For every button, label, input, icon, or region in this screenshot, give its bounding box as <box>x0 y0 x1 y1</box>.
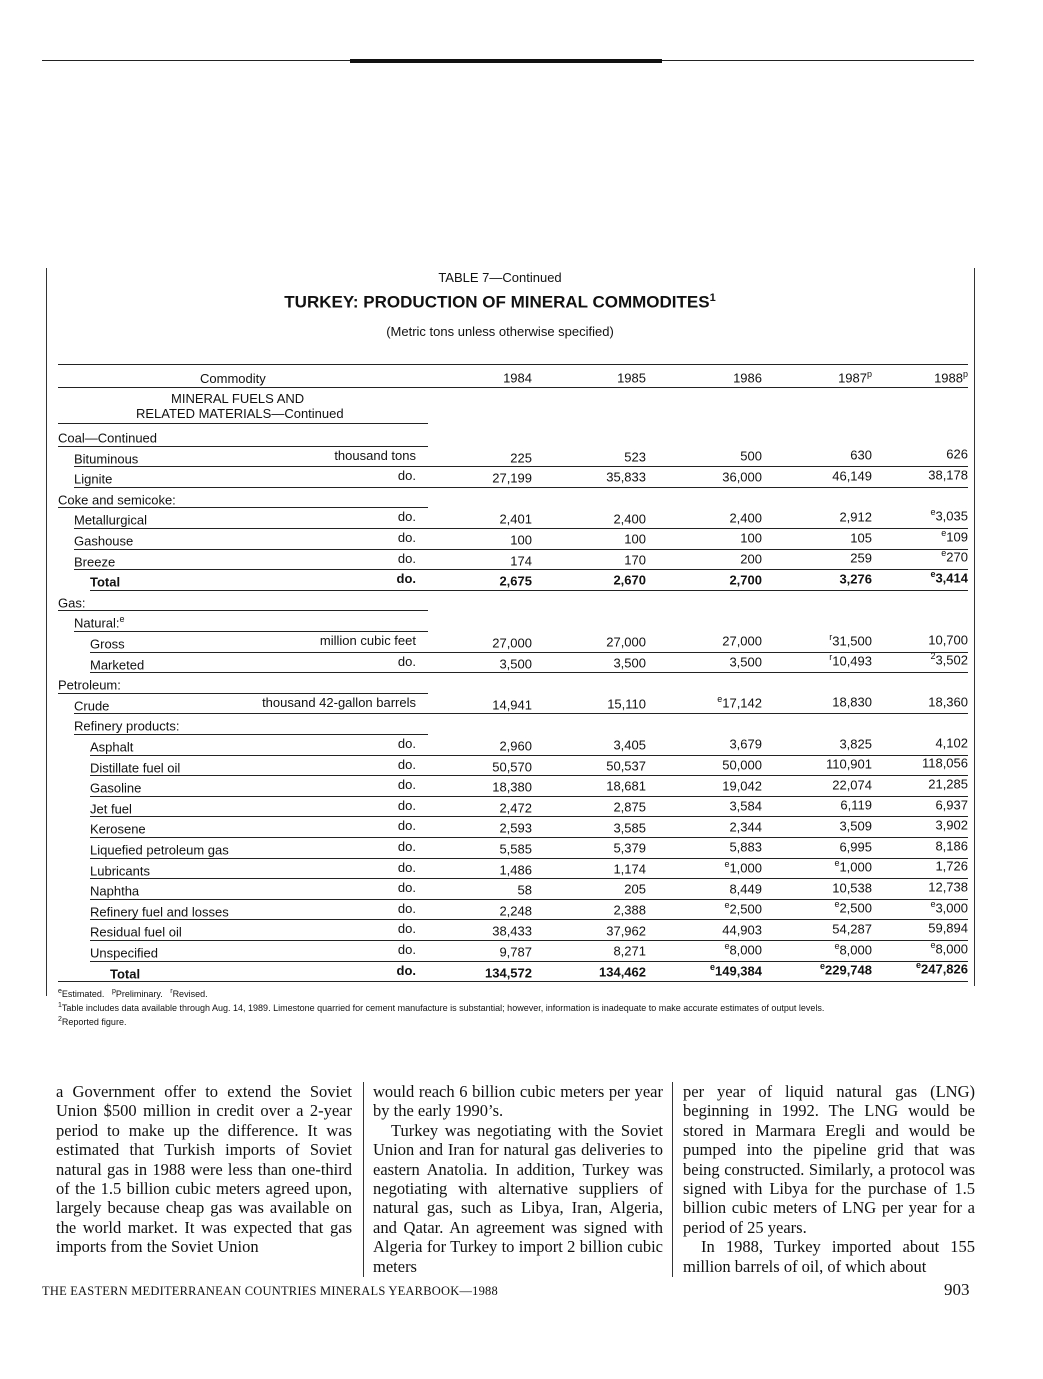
table-cell: 3,825 <box>839 735 872 751</box>
row-unit: do. <box>397 859 416 875</box>
table-cell: 18,681 <box>606 778 646 794</box>
table-cell: 18,360 <box>928 693 968 709</box>
header-year: 1984 <box>503 370 532 386</box>
table-cell: 10,700 <box>928 632 968 648</box>
row-rule <box>74 487 968 488</box>
table-title-text: TURKEY: PRODUCTION OF MINERAL COMMODITES <box>284 292 710 312</box>
row-rule <box>58 507 428 508</box>
table-cell: 626 <box>946 446 968 462</box>
table-cell: 50,537 <box>606 758 646 774</box>
table-cell: 6,995 <box>839 838 872 854</box>
row-rule <box>90 672 968 673</box>
row-rule <box>58 610 428 611</box>
table-cell: 27,000 <box>722 633 762 649</box>
section-heading-line2: RELATED MATERIALS—Continued <box>136 406 344 421</box>
table-cell: 2,700 <box>729 571 762 587</box>
column-divider <box>363 1082 364 1277</box>
table-cell: 1,174 <box>613 861 646 877</box>
table-cell: 37,962 <box>606 922 646 938</box>
paragraph: In 1988, Turkey imported about 155 million barrels of oil, of which about <box>683 1237 975 1276</box>
table-cell: 38,178 <box>928 467 968 483</box>
table-caption: TABLE 7—Continued <box>438 270 562 285</box>
table-cell: 58 <box>517 882 532 898</box>
footnote-revised: $^r$Revised. <box>170 988 208 999</box>
row-label: Kerosene <box>90 821 146 837</box>
row-unit: do. <box>397 942 416 957</box>
paragraph: would reach 6 billion cubic meters per year by the early 1990’s. <box>373 1082 663 1121</box>
table-cell: 630 <box>850 447 872 463</box>
header-top-rule <box>58 364 968 365</box>
table-cell: 38,433 <box>492 923 532 939</box>
row-label: Refinery products: <box>74 718 180 734</box>
table-cell: $^e$2,500 <box>724 900 762 917</box>
row-label: Asphalt <box>90 739 134 755</box>
row-unit: do. <box>397 839 416 854</box>
table-cell: $^r$31,500 <box>829 631 872 648</box>
section-rule <box>58 423 428 424</box>
table-cell: 1,726 <box>935 858 968 874</box>
table-cell: 15,110 <box>607 696 646 712</box>
row-label: Gasoline <box>90 780 142 796</box>
table-cell: 1,486 <box>499 861 532 877</box>
table-cell: 21,285 <box>928 776 968 792</box>
paragraph: a Government offer to extend the Soviet Union $500 million in credit over a 2-year period to make up the difference. It was estimated that Turkish imports of Soviet natural gas in 1988 were less than one-third of the 1.5 billion cubic meters agreed upon, largely because cheap gas was available on the world market. It was expected that gas imports from the Soviet Union <box>56 1082 352 1257</box>
column-divider <box>672 1082 673 1277</box>
table-cell: 100 <box>740 530 762 546</box>
table-cell: 118,056 <box>921 755 968 771</box>
table-cell: 2,248 <box>499 903 532 919</box>
table-cell: 5,585 <box>499 841 532 857</box>
table-cell: 2,670 <box>613 572 646 588</box>
header-year: 1985 <box>617 370 646 386</box>
section-heading-line1: MINERAL FUELS AND <box>171 391 305 406</box>
row-unit: do. <box>397 653 416 669</box>
table-subtitle: (Metric tons unless otherwise specified) <box>386 324 614 339</box>
row-unit: do. <box>396 571 416 587</box>
row-unit: do. <box>397 509 416 525</box>
table-cell: $^e$270 <box>941 548 968 565</box>
table-cell: 8,271 <box>613 943 646 959</box>
table-cell: 523 <box>624 449 646 465</box>
table-cell: $^e$8,000 <box>930 939 968 957</box>
row-rule <box>74 713 968 714</box>
table-cell: 100 <box>510 532 532 548</box>
row-unit: do. <box>396 962 416 978</box>
row-unit: do. <box>397 550 416 566</box>
row-rule <box>58 693 428 694</box>
table-cell: 200 <box>740 551 762 567</box>
row-label: Metallurgical <box>74 512 147 528</box>
table-cell: 36,000 <box>722 468 762 484</box>
table-cell: 2,388 <box>613 902 646 918</box>
table-cell: 2,401 <box>499 511 532 527</box>
table-cell: 5,379 <box>613 840 646 856</box>
table-cell: 170 <box>624 552 646 568</box>
table-cell: 27,199 <box>492 470 532 486</box>
table-cell: 134,462 <box>599 964 646 980</box>
row-label: Distillate fuel oil <box>90 759 181 775</box>
table-cell: 3,679 <box>729 736 762 752</box>
row-label: Lubricants <box>90 862 150 878</box>
footnote-estimated: $^e$Estimated. <box>58 988 105 999</box>
left-margin-line <box>46 268 47 996</box>
row-rule <box>90 590 968 591</box>
table-cell: 44,903 <box>722 922 762 938</box>
table-cell: 6,119 <box>840 797 872 813</box>
row-label: Total <box>110 965 141 981</box>
table-cell: 2,912 <box>839 509 872 525</box>
table-cell: $^e$3,414 <box>930 569 968 586</box>
table-cell: $^e$247,826 <box>915 960 968 977</box>
table-title <box>0 292 1000 313</box>
table-cell: 3,585 <box>613 819 646 835</box>
row-label: Coal—Continued <box>58 430 158 446</box>
table-cell: $^e$2,500 <box>834 899 872 916</box>
table-cell: 3,902 <box>935 817 968 833</box>
row-label: Gross <box>90 636 125 652</box>
table-cell: 35,833 <box>606 469 646 485</box>
row-unit: do. <box>397 921 416 937</box>
row-unit: thousand tons <box>334 447 416 463</box>
table-cell: 3,584 <box>729 798 762 814</box>
row-label: Gas: <box>58 595 86 611</box>
table-cell: $^e$8,000 <box>834 940 872 957</box>
table-cell: $^e$8,000 <box>724 941 762 958</box>
table-cell: 50,570 <box>492 758 532 774</box>
table-cell: 8,449 <box>729 880 762 896</box>
row-unit: do. <box>397 468 416 484</box>
table-title-footnote-mark: 1 <box>709 292 716 304</box>
row-label: Refinery fuel and losses <box>90 904 229 920</box>
header-bottom-rule <box>58 387 968 388</box>
table-cell: $^e$3,000 <box>930 898 968 915</box>
table-cell: 6,937 <box>935 796 968 812</box>
table-cell: 18,380 <box>492 779 532 795</box>
table-cell: 12,738 <box>928 879 968 895</box>
row-label: Residual fuel oil <box>90 924 182 940</box>
row-rule <box>74 734 428 735</box>
row-label: Breeze <box>74 553 116 569</box>
top-rule-bold <box>350 59 662 63</box>
row-label: Marketed <box>90 656 145 672</box>
row-unit: do. <box>397 818 416 834</box>
table-cell: 105 <box>850 529 872 545</box>
table-cell: 2,472 <box>499 800 532 816</box>
row-label: Crude <box>74 698 110 714</box>
table-cell: $^e$1,000 <box>724 859 762 876</box>
table-cell: 110,901 <box>825 756 872 772</box>
right-margin-line <box>974 268 975 986</box>
table-cell: $^e$1,000 <box>834 858 872 875</box>
row-unit: do. <box>397 530 416 545</box>
table-cell: 9,787 <box>499 944 532 960</box>
row-unit: do. <box>397 900 416 916</box>
table-cell: $^2$3,502 <box>930 651 968 668</box>
table-cell: 46,149 <box>832 468 872 484</box>
table-cell: 259 <box>850 550 872 566</box>
row-rule <box>58 446 428 447</box>
row-label: Total <box>90 574 121 590</box>
footnote-preliminary: $^p$Preliminary. <box>111 988 163 999</box>
row-unit: do. <box>397 880 416 896</box>
table-cell: $^e$229,748 <box>819 961 872 978</box>
table-cell: $^r$10,493 <box>829 652 872 669</box>
table-cell: 27,000 <box>492 635 532 651</box>
table-cell: 2,675 <box>499 573 532 589</box>
table-cell: 18,830 <box>832 694 872 710</box>
table-cell: 5,883 <box>729 839 762 855</box>
table-cell: 174 <box>510 552 532 568</box>
page-number: 903 <box>944 1280 970 1299</box>
body-column-1 <box>56 1082 352 1257</box>
row-label: Natural:$^e$ <box>74 614 125 631</box>
table-cell: 3,500 <box>729 654 762 670</box>
table-cell: 10,538 <box>832 880 872 896</box>
table-cell: 100 <box>624 531 646 547</box>
row-label: Coke and semicoke: <box>58 492 176 508</box>
table-cell: 3,500 <box>613 655 646 671</box>
header-year: 1987$^p$ <box>838 369 872 386</box>
row-unit: do. <box>397 797 416 813</box>
body-column-2 <box>373 1082 663 1276</box>
header-commodity: Commodity <box>200 371 266 386</box>
table-cell: 54,287 <box>832 921 872 937</box>
row-label: Unspecified <box>90 945 158 961</box>
table-cell: 19,042 <box>722 777 762 793</box>
table-cell: 2,875 <box>613 799 646 815</box>
table-cell: $^e$17,142 <box>717 694 762 711</box>
table-cell: 134,572 <box>485 964 532 980</box>
footnote-legend <box>58 988 208 999</box>
table-cell: 2,344 <box>729 819 762 835</box>
row-unit: do. <box>397 736 416 751</box>
table-cell: $^e$109 <box>941 527 968 545</box>
body-column-3 <box>683 1082 975 1276</box>
row-label: Lignite <box>74 471 113 487</box>
row-label: Petroleum: <box>58 677 121 693</box>
table-cell: $^e$3,035 <box>930 507 968 524</box>
row-unit: million cubic feet <box>319 633 416 648</box>
table-cell: 50,000 <box>722 757 762 773</box>
table-cell: 3,500 <box>499 655 532 671</box>
row-unit: thousand 42-gallon barrels <box>262 694 416 710</box>
paragraph: per year of liquid natural gas (LNG) beginning in 1992. The LNG would be stored in Marmara Eregli and would be pumped into the pipeline grid that was being constructed. Similarly, a protocol was signed with Libya for the purchase of 1.5 billion cubic meters of LNG per year for a period of 25 years. <box>683 1082 975 1237</box>
table-bottom-rule <box>58 981 968 982</box>
table-cell: 3,509 <box>839 818 872 834</box>
row-label: Bituminous <box>74 450 139 466</box>
table-cell: 3,405 <box>613 737 646 753</box>
table-cell: 225 <box>510 449 532 465</box>
table-cell: 500 <box>740 448 762 464</box>
row-label: Liquefied petroleum gas <box>90 842 229 858</box>
footnote-2: $^2$Reported figure. <box>58 1016 127 1027</box>
row-label: Gashouse <box>74 533 134 549</box>
table-cell: $^e$149,384 <box>709 962 762 979</box>
row-label: Jet fuel <box>90 801 132 817</box>
row-label: Naphtha <box>90 883 140 899</box>
row-unit: do. <box>397 777 416 793</box>
table-cell: 205 <box>624 881 646 897</box>
paragraph: Turkey was negotiating with the Soviet Union and Iran for natural gas deliveries to eastern Anatolia. In addition, Turkey was negotiating with alternative suppliers of natural gas, such as Libya, Iran, Algeria, and Qatar. An agreement was signed with Algeria for Turkey to import 2 billion cubic meters <box>373 1120 663 1276</box>
running-footer: THE EASTERN MEDITERRANEAN COUNTRIES MINERALS YEARBOOK—1988 <box>42 1284 498 1298</box>
table-cell: 14,941 <box>492 697 532 713</box>
table-cell: 2,400 <box>613 510 646 526</box>
table-cell: 8,186 <box>935 838 968 854</box>
header-year: 1986 <box>733 370 762 386</box>
table-cell: 22,074 <box>832 777 872 793</box>
table-cell: 2,400 <box>729 510 762 526</box>
row-rule <box>74 631 428 632</box>
table-cell: 2,593 <box>499 820 532 836</box>
table-cell: 27,000 <box>606 634 646 650</box>
table-cell: 59,894 <box>928 920 968 936</box>
footnote-1: $^1$Table includes data available through Aug. 14, 1989. Limestone quarried for cement manufacture is substantial; however, information is inadequate to make accurate estimates of output levels. <box>58 1002 825 1013</box>
table-cell: 3,276 <box>839 571 872 587</box>
table-cell: 4,102 <box>935 735 968 751</box>
header-year: 1988$^p$ <box>934 369 968 386</box>
table-cell: 2,960 <box>499 738 532 754</box>
row-unit: do. <box>397 756 416 772</box>
